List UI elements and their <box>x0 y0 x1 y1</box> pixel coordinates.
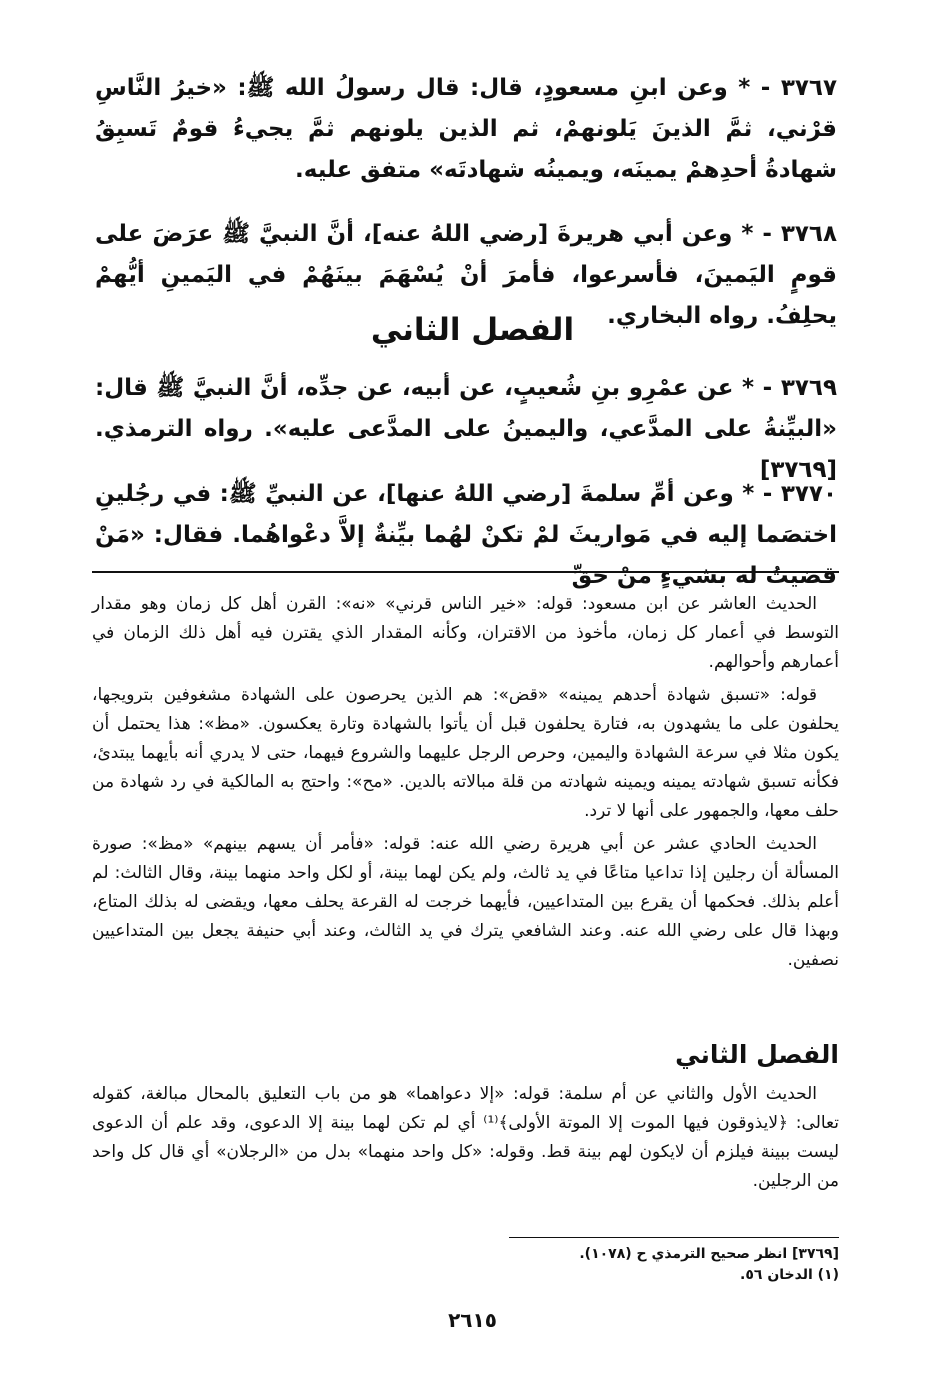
commentary-paragraph: قوله: «تسبق شهادة أحدهم يمينه» «قض»: هم الذين يحرصون على الشهادة مشغوفين بترويجها، يحلفون على ما يشهدون به، فتارة يحلفون قبل أن يأتوا بالشهادة وتارة يعكسون. «مظ»: هذا يحتمل أن يكون مثلا في سرعة الشهادة واليمين، وحرص الرجل عليهما والشروع فيهما، حتى لا يدري أنه بأيهما يبتدئ، فكأنه تسبق شهادته يمينه ويمينه شهادته من قلة مبالاته بالدين. «مح»: واحتج به المالكية في رد شهادة من حلف معها، والجمهور على أنها لا ترد. <box>92 685 839 821</box>
commentary-paragraph: الحديث الأول والثاني عن أم سلمة: قوله: «إلا دعواهما» هو من باب التعليق بالمحال مبالغة، كقوله تعالى: ﴿لايذوقون فيها الموت إلا الموتة الأولى﴾⁽¹⁾ أي لم تكن لهما بينة إلا الدعوى، وقد علم أن الدعوى ليست ببينة فيلزم أن لايكون لهم بينة قط. وقوله: «كل واحد منهما» بدل من «الرجلان» أي قال كل واحد من الرجلين. <box>92 1084 839 1191</box>
hadith-3768: ٣٧٦٨ - * وعن أبي هريرةَ [رضي اللهُ عنه]، أنَّ النبيَّ ﷺ عرَضَ على قومٍ اليَمينَ، فأسرعوا، فأمرَ أنْ يُسْهَمَ بينَهُمْ في اليَمينِ أيُّهمْ يحلِفُ. رواه البخاري. <box>95 221 837 329</box>
commentary-block-2 <box>92 1080 839 1200</box>
hadith-3769: ٣٧٦٩ - * عن عمْرِو بنِ شُعيبٍ، عن أبيه، عن جدِّه، أنَّ النبيَّ ﷺ قال: «البيِّنةُ على المدَّعي، واليمينُ على المدَّعى عليه». رواه الترمذي. [٣٧٦٩] <box>95 375 837 483</box>
commentary-paragraph: الحديث الحادي عشر عن أبي هريرة رضي الله عنه: قوله: «فأمر أن يسهم بينهم» «مظ»: صورة المسألة أن رجلين إذا تداعيا متاعًا في يد ثالث، ولم يكن لهما بينة، أو لكل واحد منهما بينة، وقال الثالث: لم أعلم بذلك. فحكمها أن يقرع بين المتداعيين، فأيهما خرجت له القرعة يحلف معها، ويقضى له بذلك المتاع، وبهذا قال على رضي الله عنه. وعند الشافعي يترك في يد الثالث، وعند أبي حنيفة يجعل بين المتداعيين نصفين. <box>92 834 839 970</box>
commentary-block <box>92 590 839 979</box>
footnotes <box>579 1244 839 1286</box>
main-text-divider <box>92 571 839 573</box>
commentary-paragraph: الحديث العاشر عن ابن مسعود: قوله: «خير الناس قرني» «نه»: القرن أهل كل زمان وهو مقدار التوسط في أعمار كل زمان، مأخوذ من الاقتران، وكأنه المقدار الذي يقترن فيه أهل ذلك الزمان في أعمارهم وأحوالهم. <box>92 594 839 672</box>
footnote: (١) الدخان ٥٦. <box>740 1267 839 1283</box>
footnote: [٣٧٦٩] انظر صحيح الترمذي ح (١٠٧٨). <box>579 1246 839 1262</box>
hadith-3767: ٣٧٦٧ - * وعن ابنِ مسعودٍ، قال: قال رسولُ الله ﷺ: «خيرُ النَّاسِ قرْني، ثمَّ الذينَ يَلونهمْ، ثم الذين يلونهم ثمَّ يجيءُ قومٌ تَسبِقُ شهادةُ أحدِهمْ يمينَه، ويمينُه شهادتَه» متفق عليه. <box>95 75 837 183</box>
section-heading: الفصل الثاني <box>370 312 575 348</box>
hadith-3770: ٣٧٧٠ - * وعن أمِّ سلمةَ [رضي اللهُ عنها]، عن النبيِّ ﷺ: في رجُلينِ اختصَما إليه في مَواريثَ لمْ تكنْ لهُما بيِّنةٌ إلاَّ دعْواهُما. فقال: «مَنْ قضيتُ له بشيءٍ منْ حقِّ <box>95 481 837 589</box>
footnote-divider <box>509 1237 839 1238</box>
commentary-section-heading: الفصل الثاني <box>675 1040 839 1069</box>
page-number: ٢٦١٥ <box>448 1308 497 1332</box>
